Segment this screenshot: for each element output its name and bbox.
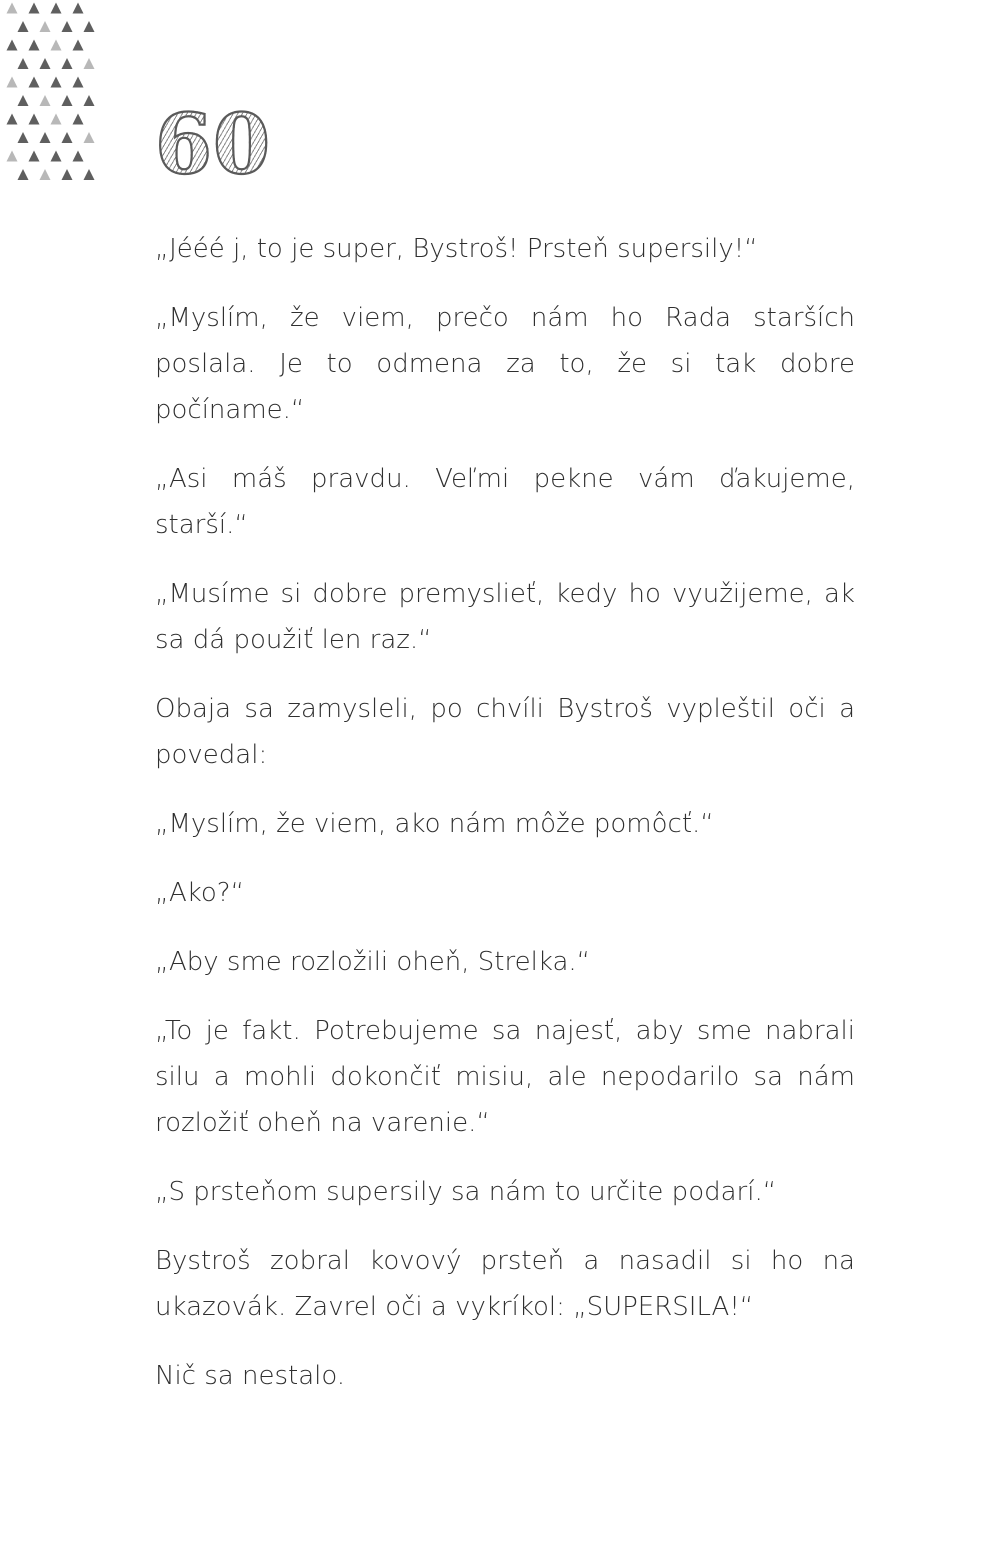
paragraph: „Ako?“ bbox=[155, 878, 245, 908]
triangle-mark bbox=[40, 21, 51, 32]
triangle-mark bbox=[40, 132, 51, 143]
triangle-mark bbox=[18, 132, 29, 143]
triangle-mark bbox=[51, 114, 62, 125]
triangle-mark bbox=[51, 40, 62, 51]
triangle-mark bbox=[84, 169, 95, 180]
triangle-mark bbox=[73, 151, 84, 162]
paragraph: „Jééé j, to je super, Bystroš! Prsteň supersily!“ bbox=[155, 234, 758, 264]
triangle-mark bbox=[29, 114, 40, 125]
paragraph: „S prsteňom supersily sa nám to určite podarí.“ bbox=[155, 1177, 777, 1207]
triangle-mark bbox=[29, 3, 40, 14]
triangle-mark bbox=[7, 3, 18, 14]
triangle-mark bbox=[29, 77, 40, 88]
triangle-mark bbox=[73, 40, 84, 51]
triangle-mark bbox=[62, 169, 73, 180]
triangle-mark bbox=[84, 21, 95, 32]
triangle-mark bbox=[40, 169, 51, 180]
triangle-mark bbox=[18, 21, 29, 32]
triangle-mark bbox=[51, 77, 62, 88]
triangle-mark bbox=[40, 95, 51, 106]
paragraph: „Asi máš pravdu. Veľmi pekne vám ďakujeme, starší.“ bbox=[155, 464, 855, 540]
triangle-mark bbox=[18, 58, 29, 69]
triangle-mark bbox=[73, 77, 84, 88]
triangle-mark bbox=[29, 40, 40, 51]
triangle-mark bbox=[62, 21, 73, 32]
triangle-mark bbox=[51, 3, 62, 14]
triangle-mark bbox=[62, 132, 73, 143]
triangle-mark bbox=[18, 169, 29, 180]
triangle-mark bbox=[18, 95, 29, 106]
triangle-mark bbox=[62, 58, 73, 69]
triangle-mark bbox=[73, 114, 84, 125]
triangle-mark bbox=[84, 132, 95, 143]
triangle-mark bbox=[7, 151, 18, 162]
paragraph: „To je fakt. Potrebujeme sa najesť, aby sme nabrali silu a mohli dokončiť misiu, ale nepodarilo sa nám rozložiť oheň na varenie.“ bbox=[155, 1016, 855, 1138]
triangle-mark bbox=[73, 3, 84, 14]
triangle-mark bbox=[62, 95, 73, 106]
triangle-mark bbox=[29, 151, 40, 162]
paragraph: „Aby sme rozložili oheň, Strelka.“ bbox=[155, 947, 591, 977]
paragraph: Nič sa nestalo. bbox=[155, 1361, 346, 1391]
triangle-mark bbox=[51, 151, 62, 162]
paragraph: „Myslím, že viem, ako nám môže pomôcť.“ bbox=[155, 809, 714, 839]
triangle-pattern-icon bbox=[0, 0, 95, 190]
paragraph: Obaja sa zamysleli, po chvíli Bystroš vypleštil oči a povedal: bbox=[155, 694, 855, 770]
triangle-mark bbox=[84, 58, 95, 69]
paragraph: „Myslím, že viem, prečo nám ho Rada starších poslala. Je to odmena za to, že si tak dobre počíname.“ bbox=[155, 303, 855, 425]
triangle-mark bbox=[7, 40, 18, 51]
story-text bbox=[155, 226, 855, 1422]
paragraph: „Musíme si dobre premyslieť, kedy ho využijeme, ak sa dá použiť len raz.“ bbox=[155, 579, 855, 655]
triangle-mark bbox=[40, 58, 51, 69]
paragraph: Bystroš zobral kovový prsteň a nasadil si ho na ukazovák. Zavrel oči a vykríkol: „SUPERSILA!“ bbox=[155, 1246, 855, 1322]
triangle-mark bbox=[84, 95, 95, 106]
page-number: 60 bbox=[155, 97, 272, 193]
triangle-mark bbox=[7, 77, 18, 88]
triangle-mark bbox=[7, 114, 18, 125]
